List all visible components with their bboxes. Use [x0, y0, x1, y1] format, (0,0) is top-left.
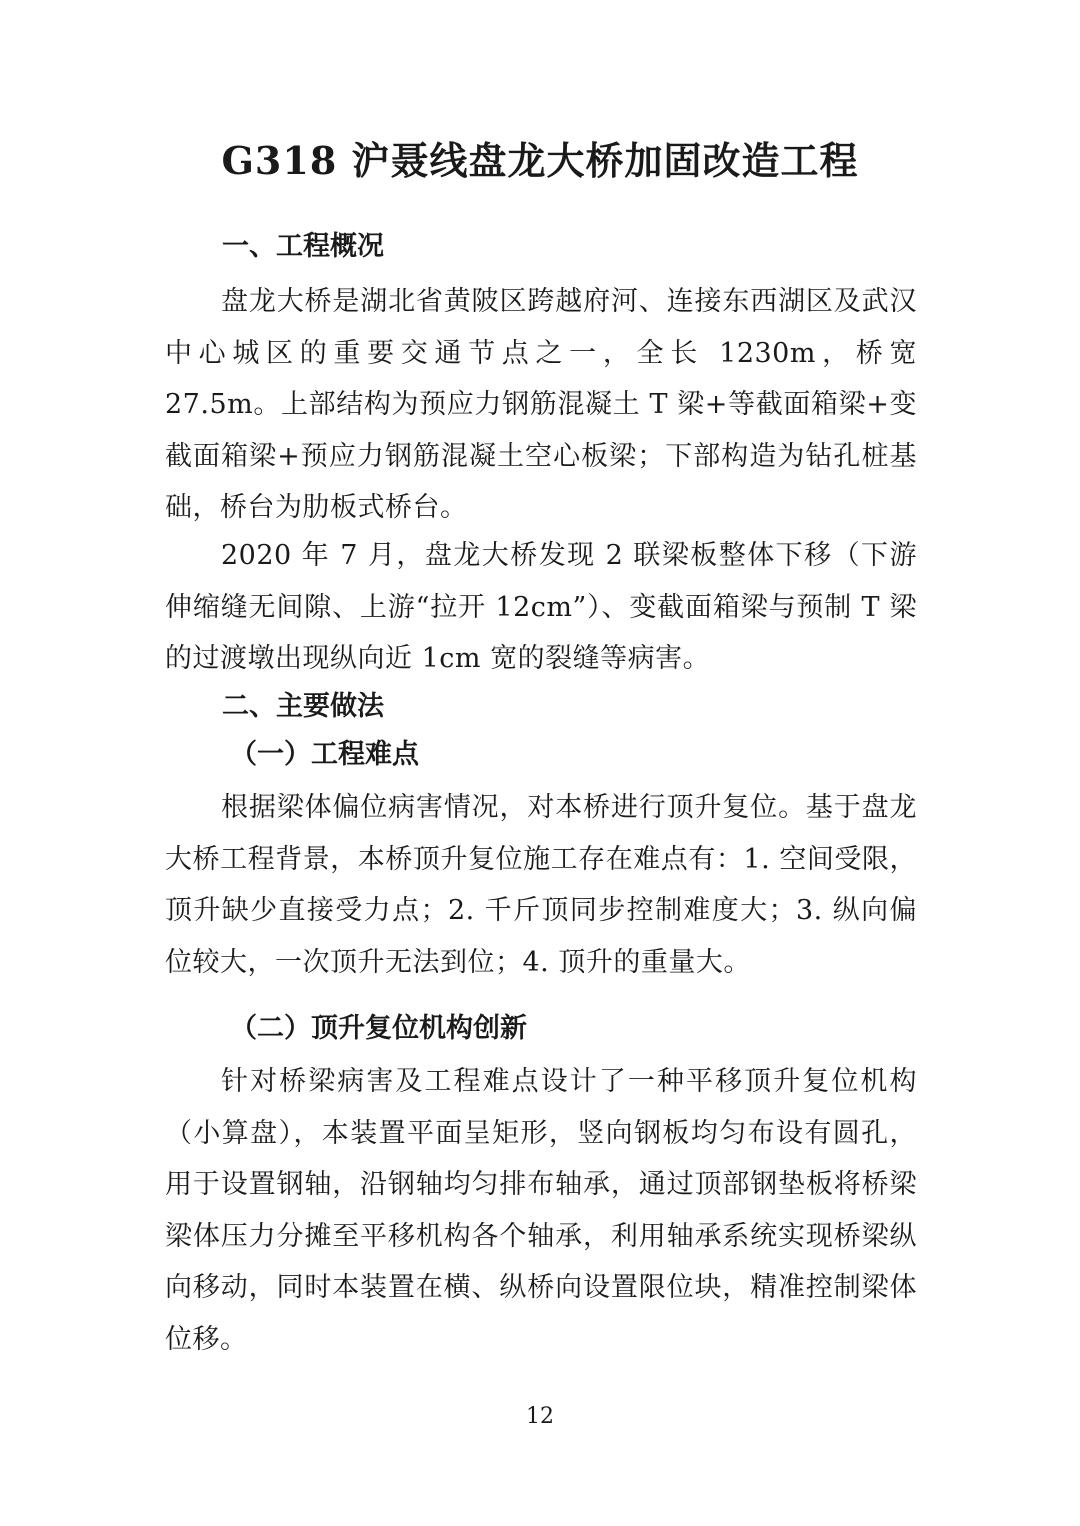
- innovation-paragraph: 针对桥梁病害及工程难点设计了一种平移顶升复位机构（小算盘），本装置平面呈矩形，竖向钢板均匀布设有圆孔，用于设置钢轴，沿钢轴均匀排布轴承，通过顶部钢垫板将桥梁梁体压力分摊至平移机构各个轴承，利用轴承系统实现桥梁纵向移动，同时本装置在横、纵桥向设置限位块，精准控制梁体位移。: [165, 1066, 917, 1355]
- section-heading-main-methods: 二、主要做法: [222, 691, 384, 722]
- overview-paragraph-2: 2020 年 7 月，盘龙大桥发现 2 联梁板整体下移（下游伸缩缝无间隙、上游“拉开 12cm”）、变截面箱梁与预制 T 梁的过渡墩出现纵向近 1cm 宽的裂缝等病害。: [165, 540, 917, 674]
- subsection-heading-difficulties: （一）工程难点: [230, 739, 419, 770]
- overview-paragraph-1: 盘龙大桥是湖北省黄陂区跨越府河、连接东西湖区及武汉中心城区的重要交通节点之一，全长 1230m，桥宽 27.5m。上部结构为预应力钢筋混凝土 T 梁+等截面箱梁+变截面箱梁+预应力钢筋混凝土空心板梁；下部构造为钻孔桩基础，桥台为肋板式桥台。: [165, 286, 917, 523]
- page-number: 12: [526, 1404, 554, 1429]
- section-heading-overview: 一、工程概况: [222, 231, 384, 262]
- difficulties-paragraph: 根据梁体偏位病害情况，对本桥进行顶升复位。基于盘龙大桥工程背景，本桥顶升复位施工存在难点有：1. 空间受限，顶升缺少直接受力点；2. 千斤顶同步控制难度大；3. 纵向偏位较大，一次顶升无法到位；4. 顶升的重量大。: [165, 792, 917, 978]
- page-title: G318 沪聂线盘龙大桥加固改造工程: [221, 138, 859, 183]
- subsection-heading-innovation: （二）顶升复位机构创新: [230, 1013, 527, 1044]
